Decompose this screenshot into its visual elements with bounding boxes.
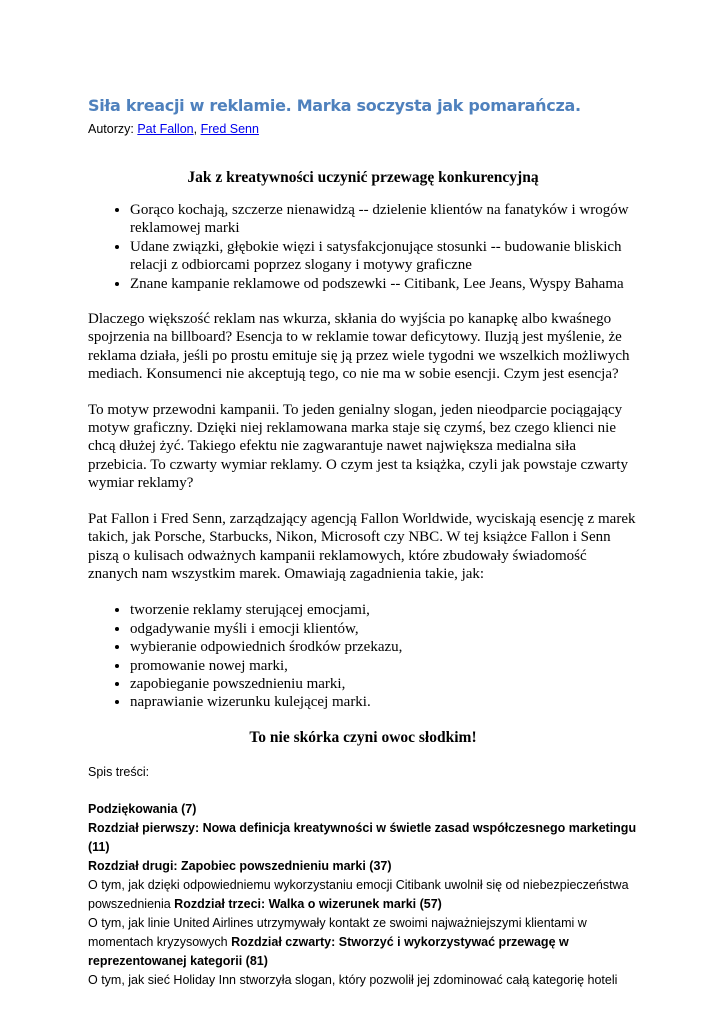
paragraph-essence: To motyw przewodni kampanii. To jeden genialny slogan, jeden nieodparcie pociągający motyw graficzny. Dzięki niej reklamowana marka staje się czymś, bez czego klienci nie chcą dłużej żyć. Takiego efektu nie zagwarantuje nawet największa medialna siła przebicia. To czwarty wymiar reklamy. O czym jest ta książka, czyli jak powstaje czwarty wymiar reklamy? bbox=[88, 401, 628, 492]
list-item: • tworzenie reklamy sterującej emocjami, bbox=[130, 601, 638, 619]
list-item: • zapobieganie powszednieniu marki, bbox=[130, 675, 638, 693]
section-heading-slogan: To nie skórka czyni owoc słodkim! bbox=[249, 728, 477, 746]
author-link-fred-senn[interactable]: Fred Senn bbox=[200, 122, 259, 136]
table-of-contents bbox=[88, 800, 638, 990]
list-item: • wybieranie odpowiednich środków przekazu, bbox=[130, 638, 638, 656]
topics-list bbox=[88, 601, 638, 711]
list-item: • naprawianie wizerunku kulejącej marki. bbox=[130, 693, 638, 711]
toc-entry bbox=[88, 914, 638, 971]
toc-entry bbox=[88, 876, 638, 914]
list-item: • Znane kampanie reklamowe od podszewki -- Citibank, Lee Jeans, Wyspy Bahama bbox=[130, 275, 638, 293]
toc-chapter-title: Rozdział pierwszy: Nowa definicja kreatywności w świetle zasad współczesnego marketingu (11) bbox=[88, 820, 637, 854]
author-link-pat-fallon[interactable]: Pat Fallon bbox=[137, 122, 194, 136]
document-title: Siła kreacji w reklamie. Marka soczysta jak pomarańcza. bbox=[88, 96, 581, 115]
list-item: • promowanie nowej marki, bbox=[130, 657, 638, 675]
toc-chapter-title: Podziękowania (7) bbox=[88, 801, 197, 816]
list-item: • Gorąco kochają, szczerze nienawidzą -- dzielenie klientów na fanatyków i wrogów reklamowej marki bbox=[130, 201, 638, 238]
paragraph-intro: Dlaczego większość reklam nas wkurza, skłania do wyjścia po kanapkę albo kwaśnego spojrzenia na billboard? Esencja to w reklamie towar deficytowy. Iluzją jest myślenie, że reklama działa, jeśli po prostu emituje się ją przez wiele tygodni we wszelkich możliwych mediach. Konsumenci nie akceptują tego, co nie ma w sobie esencji. Czym jest esencja? bbox=[88, 311, 630, 383]
authors-label: Autorzy: bbox=[88, 122, 138, 136]
toc-label: Spis treści: bbox=[88, 764, 150, 779]
toc-entry bbox=[88, 819, 638, 857]
highlights-list bbox=[88, 201, 638, 293]
toc-entry bbox=[88, 857, 638, 876]
authors-line bbox=[88, 122, 638, 136]
paragraph-authors: Pat Fallon i Fred Senn, zarządzający agencją Fallon Worldwide, wyciskają esencję z marek takich, jak Porsche, Starbucks, Nikon, Microsoft czy NBC. W tej książce Fallon i Senn piszą o kulisach odważnych kampanii reklamowych, które zbudowały świadomość znanych nam wszystkim marek. Omawiają zagadnienia takie, jak: bbox=[88, 510, 636, 582]
section-heading-creativity: Jak z kreatywności uczynić przewagę konkurencyjną bbox=[187, 169, 539, 186]
list-item: • Udane związki, głębokie więzi i satysfakcjonujące stosunki -- budowanie bliskich relacji z odbiorcami poprzez slogany i motywy graficzne bbox=[130, 238, 638, 275]
toc-chapter-title: Rozdział trzeci: Walka o wizerunek marki (57) bbox=[174, 896, 442, 911]
list-item: • odgadywanie myśli i emocji klientów, bbox=[130, 620, 638, 638]
toc-chapter-title: Rozdział czwarty: Stworzyć i wykorzystywać przewagę w reprezentowanej kategorii (81) bbox=[88, 934, 569, 968]
document-content bbox=[88, 96, 638, 990]
author-separator: , bbox=[193, 122, 201, 136]
toc-chapter-description: O tym, jak dzięki odpowiedniemu wykorzystaniu emocji Citibank uwolnił się od niebezpieczeństwa powszednienia bbox=[88, 877, 629, 911]
toc-entry bbox=[88, 800, 638, 819]
toc-entry bbox=[88, 971, 638, 990]
toc-chapter-description: O tym, jak sieć Holiday Inn stworzyła slogan, który pozwolił jej zdominować całą kategorię hoteli bbox=[88, 972, 618, 987]
toc-chapter-description: O tym, jak linie United Airlines utrzymywały kontakt ze swoimi najważniejszymi klientami w momentach kryzysowych bbox=[88, 915, 587, 949]
toc-chapter-title: Rozdział drugi: Zapobiec powszednieniu marki (37) bbox=[88, 858, 392, 873]
